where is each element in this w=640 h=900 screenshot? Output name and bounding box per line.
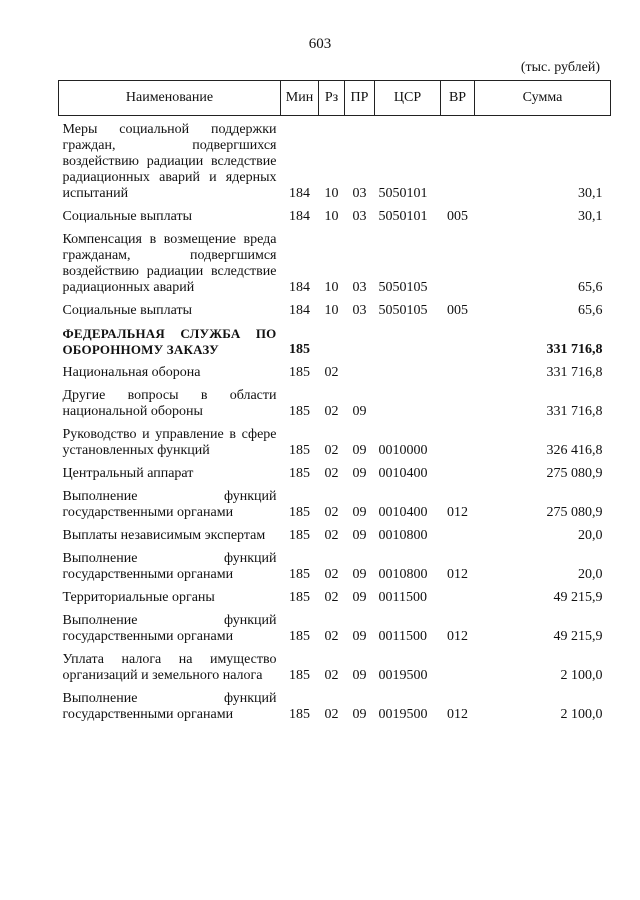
row-vr [441, 590, 475, 613]
row-sum: 326 416,8 [546, 443, 603, 458]
row-vr [441, 528, 475, 551]
row-pr: 03 [352, 186, 367, 201]
table-body [59, 116, 611, 731]
row-pr: 09 [352, 590, 367, 605]
row-name: Выполнение функций государственными органами [62, 489, 277, 520]
row-name: Выполнение функций государственными органами [62, 551, 277, 582]
row-sum: 49 215,9 [553, 590, 603, 605]
header-min: Мин [281, 81, 319, 116]
table-row [59, 232, 611, 303]
row-csr: 5050105 [378, 303, 428, 318]
row-rz [319, 326, 345, 365]
row-pr: 09 [352, 466, 367, 481]
row-sum: 49 215,9 [553, 629, 603, 644]
row-vr [441, 116, 475, 210]
row-rz: 02 [324, 629, 339, 644]
row-vr [441, 232, 475, 303]
header-vr: ВР [441, 81, 475, 116]
row-csr: 0019500 [378, 707, 428, 722]
row-rz: 10 [324, 186, 339, 201]
row-sum: 275 080,9 [546, 505, 603, 520]
row-vr: 012 [447, 629, 468, 644]
row-name: Выполнение функций государственными органами [62, 691, 277, 722]
row-rz: 02 [324, 443, 339, 458]
row-pr: 03 [352, 209, 367, 224]
row-min: 185 [289, 590, 310, 605]
row-vr: 005 [447, 303, 468, 318]
table-row [59, 427, 611, 466]
row-min: 185 [289, 505, 310, 520]
table-row [59, 116, 611, 210]
row-csr [375, 326, 441, 365]
table-row [59, 209, 611, 232]
units-label: (тыс. рублей) [520, 60, 600, 75]
row-rz: 10 [324, 303, 339, 318]
row-csr: 0010400 [378, 466, 428, 481]
row-rz: 02 [324, 365, 339, 380]
row-vr [441, 427, 475, 466]
row-min: 185 [289, 707, 310, 722]
row-name: Компенсация в возмещение вреда гражданам, подвергшимся воздействию радиации вследствие радиационных аварий [62, 232, 277, 295]
row-pr: 03 [352, 280, 367, 295]
row-min: 184 [289, 186, 310, 201]
row-min: 185 [289, 567, 310, 582]
header-pr: ПР [345, 81, 375, 116]
row-rz: 02 [324, 466, 339, 481]
table-row [59, 590, 611, 613]
row-pr: 09 [352, 528, 367, 543]
row-csr [375, 388, 441, 427]
row-min: 185 [289, 365, 310, 380]
row-vr [441, 365, 475, 388]
table-header [59, 81, 611, 116]
row-vr [441, 466, 475, 489]
row-csr: 0010000 [378, 443, 428, 458]
row-vr [441, 388, 475, 427]
row-csr: 0019500 [378, 668, 428, 683]
row-vr [441, 652, 475, 691]
row-min: 184 [289, 280, 310, 295]
row-min: 185 [289, 342, 310, 357]
row-sum: 2 100,0 [560, 707, 603, 722]
row-pr [345, 326, 375, 365]
row-pr: 09 [352, 668, 367, 683]
row-min: 185 [289, 668, 310, 683]
row-csr: 5050105 [378, 280, 428, 295]
row-sum: 30,1 [578, 209, 603, 224]
row-min: 184 [289, 209, 310, 224]
row-sum: 2 100,0 [560, 668, 603, 683]
row-name: Выплаты независимым экспертам [62, 528, 266, 543]
row-pr: 09 [352, 404, 367, 419]
row-name: Центральный аппарат [62, 466, 194, 481]
row-min: 185 [289, 404, 310, 419]
row-sum: 275 080,9 [546, 466, 603, 481]
row-min: 185 [289, 443, 310, 458]
row-name: Социальные выплаты [62, 209, 193, 224]
row-pr: 09 [352, 707, 367, 722]
table-row [59, 691, 611, 730]
row-name: ФЕДЕРАЛЬНАЯ СЛУЖБА ПО ОБОРОННОМУ ЗАКАЗУ [62, 326, 277, 357]
header-sum: Сумма [475, 81, 611, 116]
table-row [59, 388, 611, 427]
row-pr: 09 [352, 629, 367, 644]
row-name: Уплата налога на имущество организаций и земельного налога [62, 652, 277, 683]
row-rz: 02 [324, 590, 339, 605]
row-min: 185 [289, 629, 310, 644]
row-min: 185 [289, 466, 310, 481]
row-name: Территориальные органы [62, 590, 215, 605]
row-name: Выполнение функций государственными органами [62, 613, 277, 644]
row-csr: 0010400 [378, 505, 428, 520]
table-row [59, 528, 611, 551]
row-rz: 02 [324, 668, 339, 683]
row-csr: 0011500 [378, 629, 427, 644]
row-rz: 02 [324, 567, 339, 582]
row-pr: 09 [352, 443, 367, 458]
row-vr: 012 [447, 707, 468, 722]
row-min: 185 [289, 528, 310, 543]
row-sum: 20,0 [578, 528, 603, 543]
table-row [59, 652, 611, 691]
table-row [59, 303, 611, 326]
row-min: 184 [289, 303, 310, 318]
row-sum: 331 716,8 [546, 404, 603, 419]
row-name: Другие вопросы в области национальной обороны [62, 388, 277, 419]
row-name: Национальная оборона [62, 365, 201, 380]
budget-table [58, 80, 611, 730]
row-rz: 02 [324, 707, 339, 722]
row-name: Руководство и управление в сфере установленных функций [62, 427, 277, 458]
table-row [59, 326, 611, 365]
row-sum: 65,6 [578, 280, 603, 295]
row-csr: 5050101 [378, 209, 428, 224]
row-vr: 012 [447, 567, 468, 582]
row-rz: 02 [324, 404, 339, 419]
row-pr: 09 [352, 505, 367, 520]
row-rz: 02 [324, 528, 339, 543]
table-row [59, 613, 611, 652]
row-name: Социальные выплаты [62, 303, 193, 318]
row-sum: 30,1 [578, 186, 603, 201]
row-csr: 5050101 [378, 186, 428, 201]
row-pr: 03 [352, 303, 367, 318]
row-csr: 0011500 [378, 590, 427, 605]
row-name: Меры социальной поддержки граждан, подвергшихся воздействию радиации вследствие радиационных аварий и ядерных испытаний [62, 122, 277, 201]
page-number: 603 [308, 36, 332, 52]
row-csr: 0010800 [378, 528, 428, 543]
row-csr [375, 365, 441, 388]
table-row [59, 365, 611, 388]
table-row [59, 489, 611, 528]
row-vr: 012 [447, 505, 468, 520]
row-pr [345, 365, 375, 388]
row-rz: 02 [324, 505, 339, 520]
row-sum: 65,6 [578, 303, 603, 318]
header-name: Наименование [59, 81, 281, 116]
row-rz: 10 [324, 280, 339, 295]
table-row [59, 551, 611, 590]
row-rz: 10 [324, 209, 339, 224]
row-vr: 005 [447, 209, 468, 224]
table-row [59, 466, 611, 489]
header-csr: ЦСР [375, 81, 441, 116]
header-rz: Рз [319, 81, 345, 116]
row-csr: 0010800 [378, 567, 428, 582]
row-vr [441, 326, 475, 365]
row-sum: 331 716,8 [546, 342, 603, 357]
row-sum: 331 716,8 [546, 365, 603, 380]
row-sum: 20,0 [578, 567, 603, 582]
row-pr: 09 [352, 567, 367, 582]
